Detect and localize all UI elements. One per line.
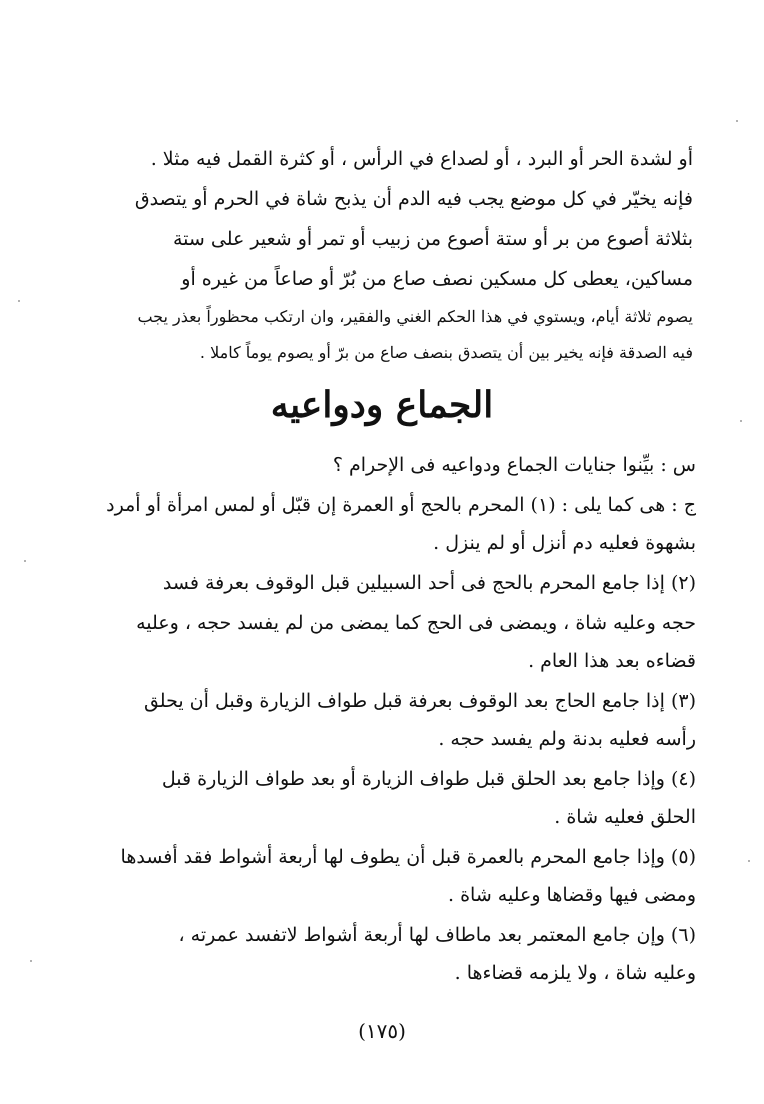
- answer-line: وعليه شاة ، ولا يلزمه قضاءها .: [454, 962, 696, 984]
- answer-line: بشهوة فعليه دم أنزل أو لم ينزل .: [433, 532, 696, 554]
- scan-speck: [24, 560, 26, 562]
- answer-line: قضاءه بعد هذا العام .: [528, 650, 696, 672]
- answer-line: (٥) وإذا جامع المحرم بالعمرة قبل أن يطوف لها أربعة أشواط فقد أفسدها: [120, 846, 696, 868]
- paragraph-line: فإنه يخيّر في كل موضع يجب فيه الدم أن يذبح شاة في الحرم أو يتصدق: [134, 188, 693, 210]
- paragraph-line: يصوم ثلاثة أيام، ويستوي في هذا الحكم الغني والفقير، وان ارتكب محظوراً بعذر يجب: [137, 307, 693, 326]
- answer-line: ومضى فيها وقضاها وعليه شاة .: [448, 884, 696, 906]
- scan-speck: [30, 960, 32, 962]
- page-number: (١٧٥): [358, 1019, 406, 1043]
- paragraph-line: مساكين، يعطى كل مسكين نصف صاع من بُرّ أو صاعاً من غيره أو: [181, 268, 693, 290]
- scan-speck: [748, 860, 750, 862]
- qa-block: [96, 0, 696, 1000]
- answer-line: (٦) وإن جامع المعتمر بعد ماطاف لها أربعة أشواط لاتفسد عمرته ،: [178, 924, 696, 946]
- scan-speck: [18, 300, 20, 302]
- answer-line: ج : هى كما يلى : (١) المحرم بالحج أو العمرة إن قبّل أو لمس امرأة أو أمرد: [106, 494, 696, 516]
- paragraph-line: فيه الصدقة فإنه يخير بين أن يتصدق بنصف صاع من برّ أو يصوم يوماً كاملا .: [199, 343, 693, 362]
- section-heading: الجماع ودواعيه: [270, 384, 494, 426]
- answer-line: (٤) وإذا جامع بعد الحلق قبل طواف الزيارة أو بعد طواف الزيارة قبل: [161, 768, 696, 790]
- answer-line: الحلق فعليه شاة .: [554, 806, 696, 828]
- answer-line: (٣) إذا جامع الحاج بعد الوقوف بعرفة قبل طواف الزيارة وقبل أن يحلق: [143, 690, 696, 712]
- question-line: س : بيِّنوا جنايات الجماع ودواعيه فى الإحرام ؟: [332, 454, 696, 476]
- answer-line: رأسه فعليه بدنة ولم يفسد حجه .: [438, 728, 696, 750]
- paragraph-line: بثلاثة أصوع من بر أو ستة أصوع من زبيب أو تمر أو شعير على ستة: [173, 228, 693, 250]
- scan-speck: [736, 120, 738, 122]
- answer-line: (٢) إذا جامع المحرم بالحج فى أحد السبيلين قبل الوقوف بعرفة فسد: [162, 572, 696, 594]
- scan-speck: [740, 420, 742, 422]
- paragraph-line: أو لشدة الحر أو البرد ، أو لصداع في الرأس ، أو كثرة القمل فيه مثلا .: [150, 148, 693, 170]
- answer-line: حجه وعليه شاة ، ويمضى فى الحج كما يمضى من لم يفسد حجه ، وعليه: [136, 612, 696, 634]
